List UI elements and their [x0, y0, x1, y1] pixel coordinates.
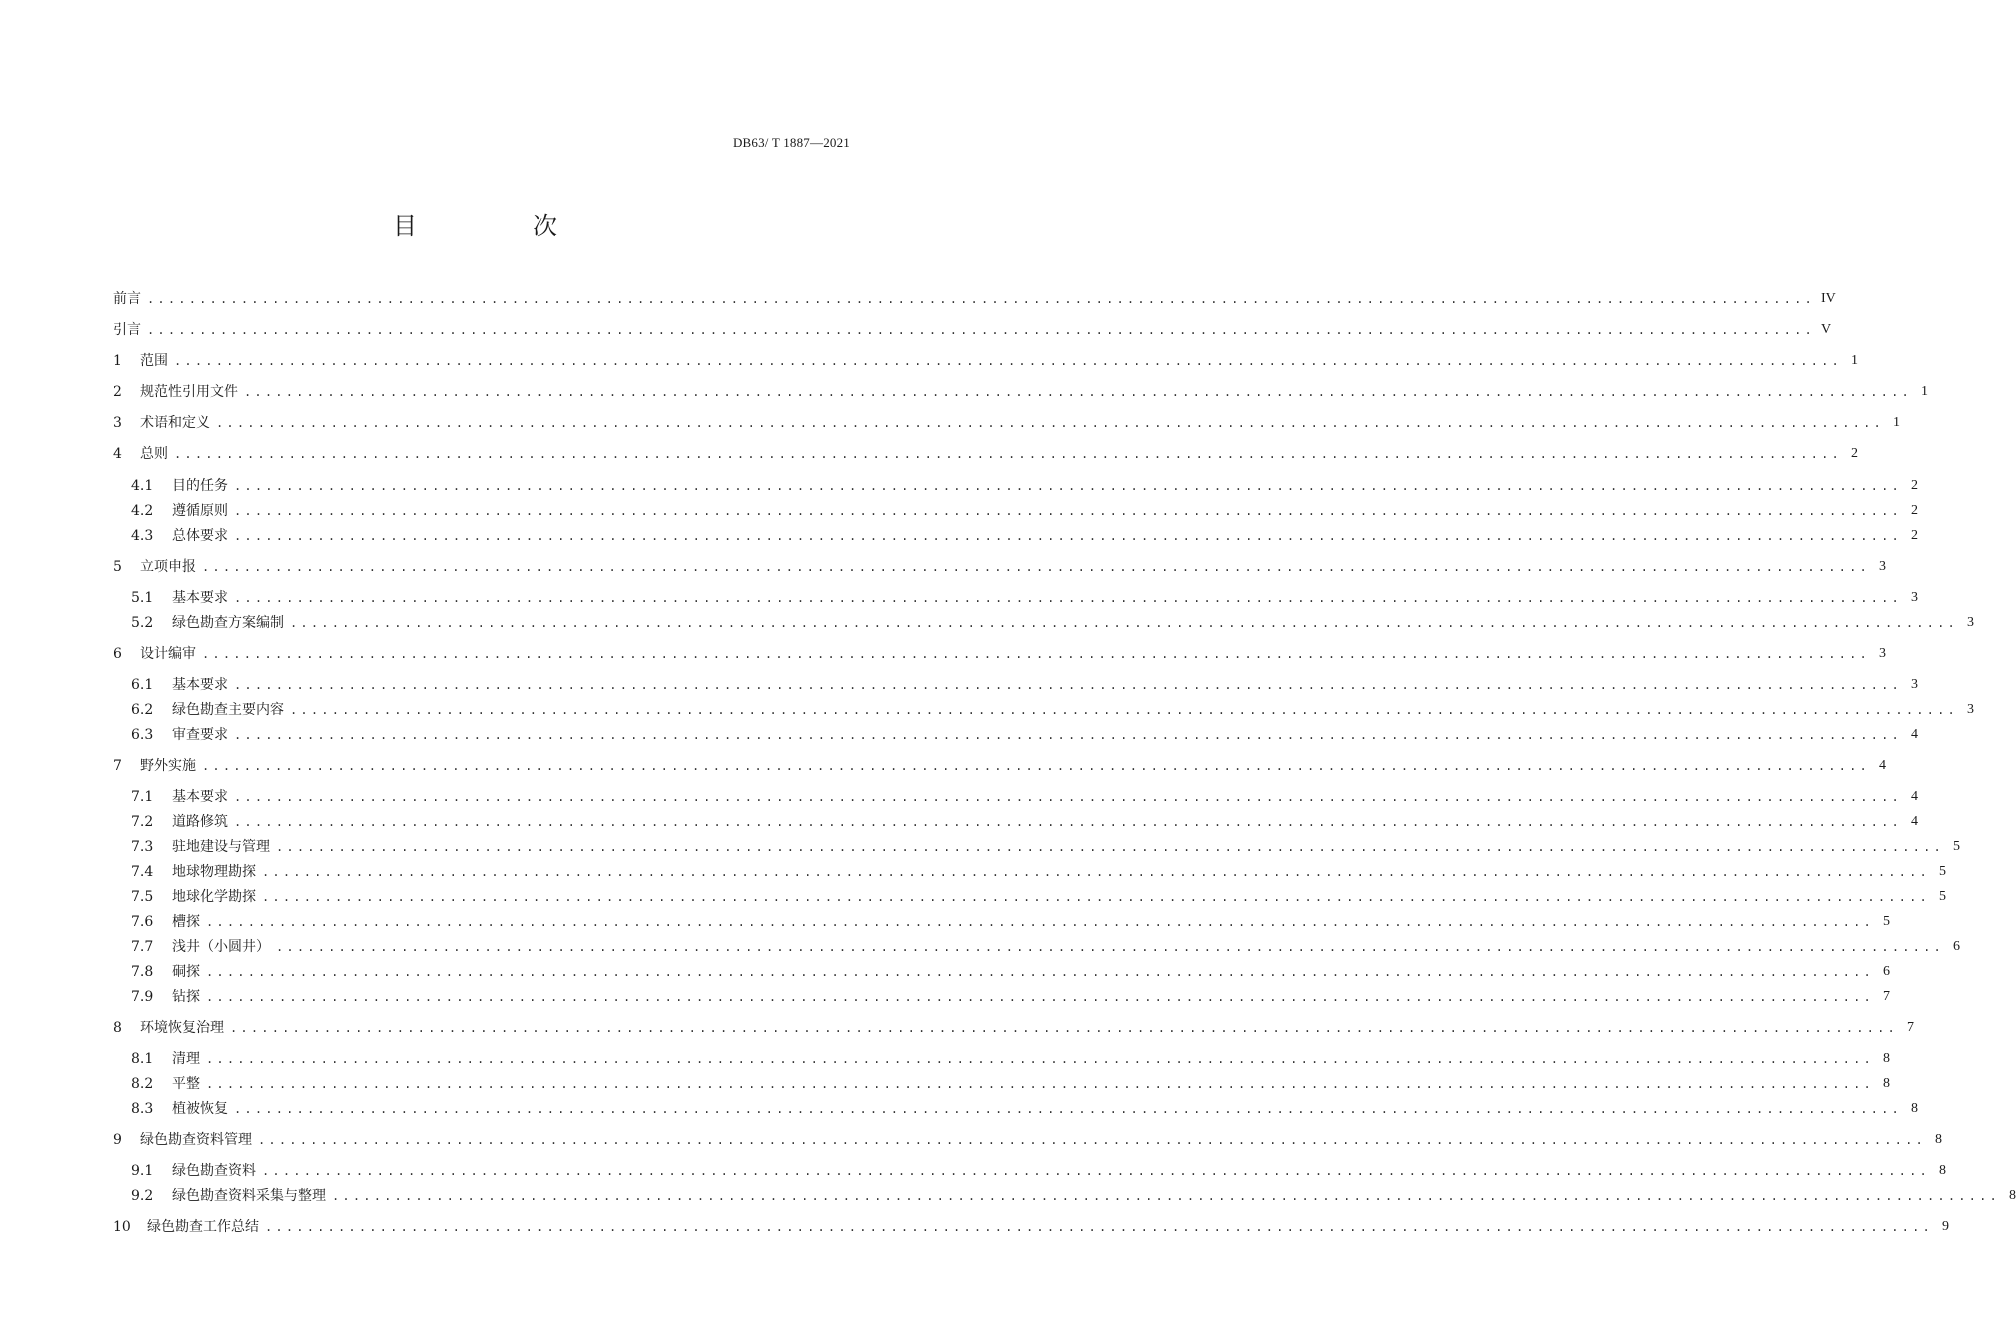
- toc-entry-page: 3: [1966, 702, 1974, 717]
- toc-entry-page: 5: [1952, 839, 1960, 854]
- toc-entry-number: 4: [113, 446, 122, 462]
- toc-entry[interactable]: [131, 885, 1946, 907]
- dot-leader: ................................................................................................................................................................: [174, 447, 1842, 461]
- dot-leader: ................................................................................................................................................................: [234, 728, 1902, 742]
- toc-entry-page: 6: [1952, 939, 1960, 954]
- toc-entry-number: 7: [113, 758, 122, 774]
- toc-entry-label: 绿色勘查资料管理: [140, 1132, 252, 1148]
- toc-entry[interactable]: [113, 287, 1836, 309]
- dot-leader: ................................................................................................................................................................: [258, 1133, 1926, 1147]
- toc-entry[interactable]: [113, 380, 1928, 402]
- toc-entry-label: 环境恢复治理: [140, 1020, 224, 1036]
- toc-entry-number: 10: [113, 1219, 131, 1235]
- toc-entry[interactable]: [113, 349, 1858, 371]
- toc-entry-page: 3: [1910, 677, 1918, 692]
- toc-entry[interactable]: [131, 586, 1918, 608]
- toc-entry-label: 驻地建设与管理: [172, 839, 270, 855]
- toc-entry-label: 术语和定义: [140, 415, 210, 431]
- toc-entry-label: 基本要求: [172, 677, 228, 693]
- toc-entry-number: 1: [113, 353, 122, 369]
- dot-leader: ................................................................................................................................................................: [332, 1189, 2000, 1203]
- toc-entry-number: 6: [113, 646, 122, 662]
- toc-entry[interactable]: [131, 1184, 2016, 1206]
- toc-entry[interactable]: [113, 318, 1832, 340]
- toc-entry-label: 浅井（小圆井）: [172, 939, 270, 955]
- toc-entry-label: 绿色勘查工作总结: [147, 1219, 259, 1235]
- toc-entry-page: 8: [1910, 1101, 1918, 1116]
- toc-entry-number: 7.7: [131, 939, 154, 955]
- toc-entry-number: 2: [113, 384, 122, 400]
- dot-leader: ................................................................................................................................................................: [290, 703, 1958, 717]
- dot-leader: ................................................................................................................................................................: [202, 759, 1870, 773]
- dot-leader: ................................................................................................................................................................: [234, 790, 1902, 804]
- toc-entry-number: 7.1: [131, 789, 154, 805]
- toc-entry[interactable]: [113, 1128, 1942, 1150]
- toc-entry-page: 8: [2008, 1188, 2016, 1203]
- dot-leader: ................................................................................................................................................................: [206, 965, 1874, 979]
- toc-entry[interactable]: [131, 673, 1918, 695]
- toc-entry-label: 钻探: [172, 989, 200, 1005]
- toc-entry-page: 5: [1938, 889, 1946, 904]
- toc-entry-page: 1: [1850, 353, 1858, 368]
- toc-entry-page: 8: [1882, 1051, 1890, 1066]
- toc-entry-label: 遵循原则: [172, 503, 228, 519]
- toc-entry[interactable]: [113, 1016, 1914, 1038]
- toc-entry-label: 地球化学勘探: [172, 889, 256, 905]
- toc-entry-number: 5: [113, 559, 122, 575]
- toc-entry-number: 9: [113, 1132, 122, 1148]
- toc-entry[interactable]: [113, 555, 1886, 577]
- toc-entry-page: 4: [1910, 814, 1918, 829]
- toc-entry[interactable]: [113, 1215, 1949, 1237]
- dot-leader: ................................................................................................................................................................: [234, 504, 1902, 518]
- toc-entry[interactable]: [131, 474, 1918, 496]
- dot-leader: ................................................................................................................................................................: [206, 1052, 1874, 1066]
- toc-entry-label: 基本要求: [172, 590, 228, 606]
- dot-leader: ................................................................................................................................................................: [234, 1102, 1902, 1116]
- toc-entry-page: 9: [1941, 1219, 1949, 1234]
- toc-entry-page: 1: [1920, 384, 1928, 399]
- dot-leader: ................................................................................................................................................................: [174, 354, 1842, 368]
- toc-entry-label: 槽探: [172, 914, 200, 930]
- dot-leader: ................................................................................................................................................................: [234, 479, 1902, 493]
- toc-entry[interactable]: [131, 698, 1974, 720]
- toc-entry-number: 5.1: [131, 590, 154, 606]
- toc-entry[interactable]: [131, 860, 1946, 882]
- toc-entry[interactable]: [131, 1159, 1946, 1181]
- dot-leader: ................................................................................................................................................................: [234, 591, 1902, 605]
- dot-leader: ................................................................................................................................................................: [230, 1021, 1898, 1035]
- toc-entry-number: 7.6: [131, 914, 154, 930]
- toc-entry-number: 6.2: [131, 702, 154, 718]
- dot-leader: ................................................................................................................................................................: [276, 840, 1944, 854]
- toc-entry-label: 规范性引用文件: [140, 384, 238, 400]
- toc-entry-number: 8: [113, 1020, 122, 1036]
- dot-leader: ................................................................................................................................................................: [234, 678, 1902, 692]
- toc-entry-number: 5.2: [131, 615, 154, 631]
- toc-entry[interactable]: [113, 754, 1886, 776]
- toc-entry-label: 引言: [113, 322, 141, 338]
- toc-entry-page: V: [1820, 322, 1832, 337]
- toc-entry-page: 4: [1910, 789, 1918, 804]
- toc-entry-page: 5: [1938, 864, 1946, 879]
- toc-entry-number: 4.1: [131, 478, 154, 494]
- toc-entry-label: 总则: [140, 446, 168, 462]
- toc-entry-page: 2: [1850, 446, 1858, 461]
- toc-entry-number: 7.5: [131, 889, 154, 905]
- toc-entry-page: 4: [1878, 758, 1886, 773]
- toc-entry-number: 3: [113, 415, 122, 431]
- dot-leader: ................................................................................................................................................................: [262, 890, 1930, 904]
- toc-entry-page: 2: [1910, 478, 1918, 493]
- dot-leader: ................................................................................................................................................................: [202, 647, 1870, 661]
- toc-entry-page: 8: [1882, 1076, 1890, 1091]
- toc-entry-number: 9.1: [131, 1163, 154, 1179]
- toc-entry-label: 基本要求: [172, 789, 228, 805]
- toc-entry-number: 9.2: [131, 1188, 154, 1204]
- toc-entry[interactable]: [131, 1072, 1890, 1094]
- toc-entry-label: 清理: [172, 1051, 200, 1067]
- toc-entry[interactable]: [131, 1047, 1890, 1069]
- toc-entry[interactable]: [113, 411, 1900, 433]
- toc-entry-number: 6.1: [131, 677, 154, 693]
- toc-entry-page: 8: [1938, 1163, 1946, 1178]
- dot-leader: ................................................................................................................................................................: [276, 940, 1944, 954]
- dot-leader: ................................................................................................................................................................: [206, 1077, 1874, 1091]
- dot-leader: ................................................................................................................................................................: [290, 616, 1958, 630]
- toc-entry-label: 野外实施: [140, 758, 196, 774]
- toc-entry-label: 目的任务: [172, 478, 228, 494]
- toc-entry-number: 8.1: [131, 1051, 154, 1067]
- toc-entry-number: 7.8: [131, 964, 154, 980]
- toc-entry-label: 绿色勘查资料: [172, 1163, 256, 1179]
- toc-entry-page: 2: [1910, 503, 1918, 518]
- toc-entry[interactable]: [131, 723, 1918, 745]
- toc-title: 目 次: [393, 212, 603, 240]
- standard-code: DB63/ T 1887—2021: [732, 135, 850, 150]
- toc-entry-number: 8.3: [131, 1101, 154, 1117]
- toc-entry-label: 平整: [172, 1076, 200, 1092]
- toc-entry-page: 8: [1934, 1132, 1942, 1147]
- dot-leader: ................................................................................................................................................................: [147, 323, 1815, 337]
- toc-entry-page: 7: [1906, 1020, 1914, 1035]
- toc-entry[interactable]: [131, 985, 1890, 1007]
- dot-leader: ................................................................................................................................................................: [202, 560, 1870, 574]
- toc-entry-number: 6.3: [131, 727, 154, 743]
- dot-leader: ................................................................................................................................................................: [206, 990, 1874, 1004]
- dot-leader: ................................................................................................................................................................: [265, 1220, 1933, 1234]
- dot-leader: ................................................................................................................................................................: [147, 292, 1815, 306]
- toc-entry[interactable]: [113, 442, 1858, 464]
- toc-entry-page: 4: [1910, 727, 1918, 742]
- toc-entry[interactable]: [131, 935, 1960, 957]
- toc-entry[interactable]: [131, 524, 1918, 546]
- toc-entry-number: 4.2: [131, 503, 154, 519]
- toc-entry-label: 植被恢复: [172, 1101, 228, 1117]
- toc-entry-number: 7.2: [131, 814, 154, 830]
- toc-entry-page: 3: [1966, 615, 1974, 630]
- toc-entry-label: 立项申报: [140, 559, 196, 575]
- dot-leader: ................................................................................................................................................................: [244, 385, 1912, 399]
- dot-leader: ................................................................................................................................................................: [262, 865, 1930, 879]
- toc-entry-number: 7.3: [131, 839, 154, 855]
- dot-leader: ................................................................................................................................................................: [262, 1164, 1930, 1178]
- toc-entry-number: 7.9: [131, 989, 154, 1005]
- toc-entry[interactable]: [131, 960, 1890, 982]
- toc-entry-label: 绿色勘查资料采集与整理: [172, 1188, 326, 1204]
- toc-entry-page: 6: [1882, 964, 1890, 979]
- toc-entry-page: 3: [1878, 646, 1886, 661]
- toc-entry-number: 7.4: [131, 864, 154, 880]
- toc-entry[interactable]: [113, 642, 1886, 664]
- toc-entry[interactable]: [131, 499, 1918, 521]
- toc-entry-label: 硐探: [172, 964, 200, 980]
- toc-entry[interactable]: [131, 810, 1918, 832]
- toc-entry-label: 设计编审: [140, 646, 196, 662]
- toc-entry-page: 5: [1882, 914, 1890, 929]
- toc-entry-page: 7: [1882, 989, 1890, 1004]
- toc-entry[interactable]: [131, 611, 1974, 633]
- dot-leader: ................................................................................................................................................................: [234, 815, 1902, 829]
- toc-entry-label: 前言: [113, 291, 141, 307]
- toc-entry-label: 地球物理勘探: [172, 864, 256, 880]
- dot-leader: ................................................................................................................................................................: [234, 529, 1902, 543]
- toc-entry[interactable]: [131, 1097, 1918, 1119]
- toc-entry-label: 总体要求: [172, 528, 228, 544]
- toc-entry-label: 道路修筑: [172, 814, 228, 830]
- toc-entry-number: 4.3: [131, 528, 154, 544]
- dot-leader: ................................................................................................................................................................: [216, 416, 1884, 430]
- toc-entry-page: IV: [1820, 291, 1836, 306]
- dot-leader: ................................................................................................................................................................: [206, 915, 1874, 929]
- toc-entry-label: 绿色勘查方案编制: [172, 615, 284, 631]
- toc-entry-label: 范围: [140, 353, 168, 369]
- toc-entry-page: 2: [1910, 528, 1918, 543]
- toc-entry[interactable]: [131, 910, 1890, 932]
- toc-entry-page: 1: [1892, 415, 1900, 430]
- toc-entry-number: 8.2: [131, 1076, 154, 1092]
- toc-entry[interactable]: [131, 785, 1918, 807]
- toc-entry-page: 3: [1878, 559, 1886, 574]
- toc-entry[interactable]: [131, 835, 1960, 857]
- toc-entry-page: 3: [1910, 590, 1918, 605]
- toc-entry-label: 审查要求: [172, 727, 228, 743]
- toc-entry-label: 绿色勘查主要内容: [172, 702, 284, 718]
